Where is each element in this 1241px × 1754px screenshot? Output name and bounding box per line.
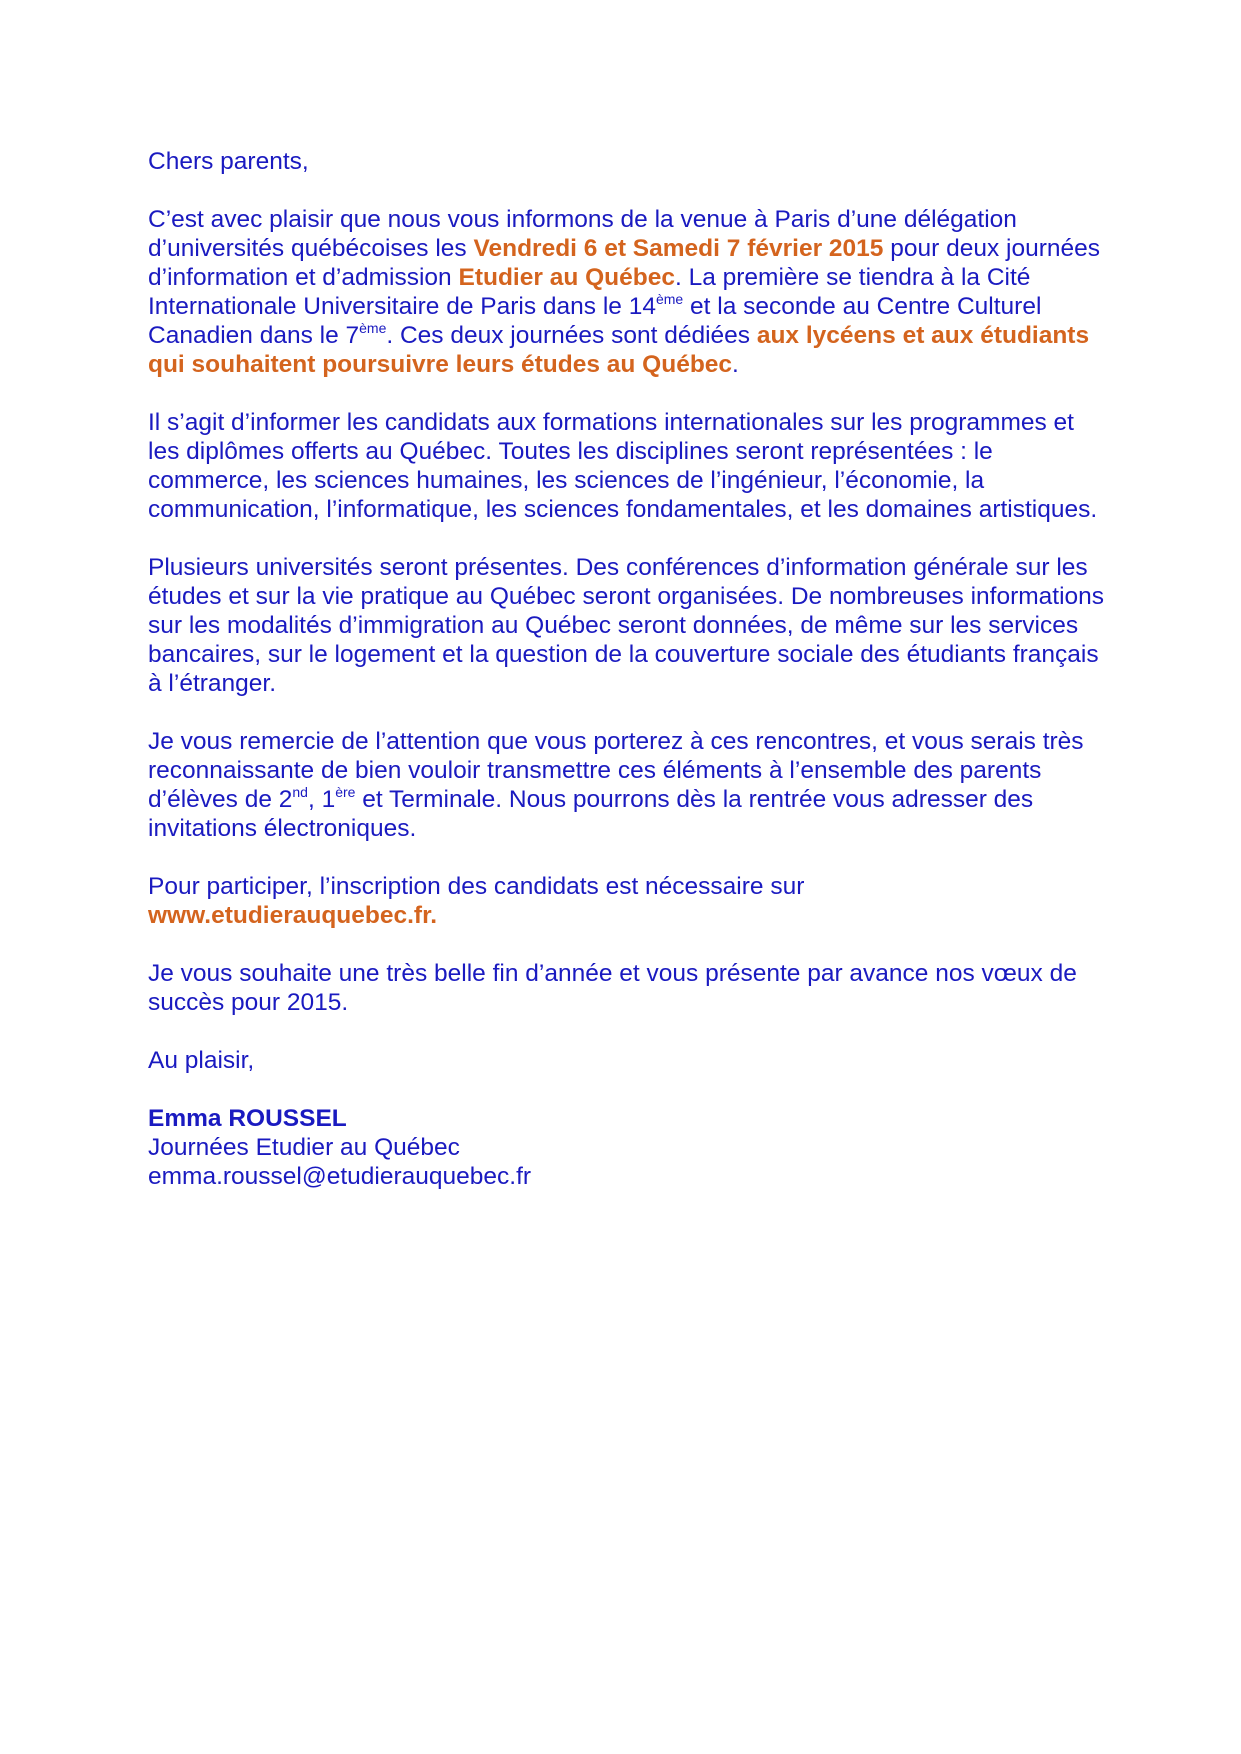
event-dates: Vendredi 6 et Samedi 7 février 2015 <box>473 235 884 262</box>
text: et la seconde au Centre Culturel Canadien dans le 7 <box>148 293 1042 349</box>
text: Je vous remercie de l’attention que vous porterez à ces rencontres, et vous serais très reconnaissante de bien vouloir transmettre ces éléments à l’ensemble des parents d’élèves de 2 <box>148 728 1084 813</box>
signature-email[interactable]: emma.roussel@etudierauquebec.fr <box>148 1163 532 1190</box>
text: pour deux journées d’information et d’admission <box>148 235 1100 291</box>
signature-role: Journées Etudier au Québec <box>148 1134 460 1161</box>
paragraph-event-announcement <box>148 205 1108 379</box>
superscript: nd <box>292 784 308 800</box>
paragraph-registration <box>148 872 1108 930</box>
text: . <box>732 351 739 378</box>
text: et Terminale. Nous pourrons dès la rentrée vous adresser des invitations électroniques. <box>148 786 1034 842</box>
superscript: ème <box>359 320 387 336</box>
text: C’est avec plaisir que nous vous informons de la venue à Paris d’une délégation d’universités québécoises les <box>148 206 1017 262</box>
text: . Ces deux journées sont dédiées <box>386 322 757 349</box>
paragraph-wishes: Je vous souhaite une très belle fin d’année et vous présente par avance nos vœux de succès pour 2015. <box>148 960 1077 1016</box>
superscript: ère <box>335 784 356 800</box>
event-name: Etudier au Québec <box>458 264 675 291</box>
closing: Au plaisir, <box>148 1047 255 1074</box>
text: . La première se tiendra à la Cité Internationale Universitaire de Paris dans le 14 <box>148 264 1031 320</box>
greeting: Chers parents, <box>148 148 309 175</box>
superscript: ème <box>655 291 684 307</box>
target-audience: aux lycéens et aux étudiants qui souhaitent poursuivre leurs études au Québec <box>148 322 1090 378</box>
signature-name: Emma ROUSSEL <box>148 1105 347 1132</box>
website-link[interactable]: www.etudierauquebec.fr. <box>148 902 438 929</box>
signature <box>148 1104 1108 1191</box>
text: Pour participer, l’inscription des candidats est nécessaire sur <box>148 873 805 900</box>
paragraph-thanks <box>148 727 1108 843</box>
paragraph-universities: Plusieurs universités seront présentes. Des conférences d’information générale sur les études et sur la vie pratique au Québec seront organisées. De nombreuses informations sur les modalités d’immigration au Québec seront données, de même sur les services bancaires, sur le logement et la question de la couverture sociale des étudiants français à l’étranger. <box>148 554 1105 697</box>
text: , 1 <box>307 786 336 813</box>
letter <box>148 147 1108 1220</box>
paragraph-programs: Il s’agit d’informer les candidats aux formations internationales sur les programmes et les diplômes offerts au Québec. Toutes les disciplines seront représentées : le commerce, les sciences humaines, les sciences de l’ingénieur, l’économie, la communication, l’informatique, les sciences fondamentales, et les domaines artistiques. <box>148 409 1098 523</box>
